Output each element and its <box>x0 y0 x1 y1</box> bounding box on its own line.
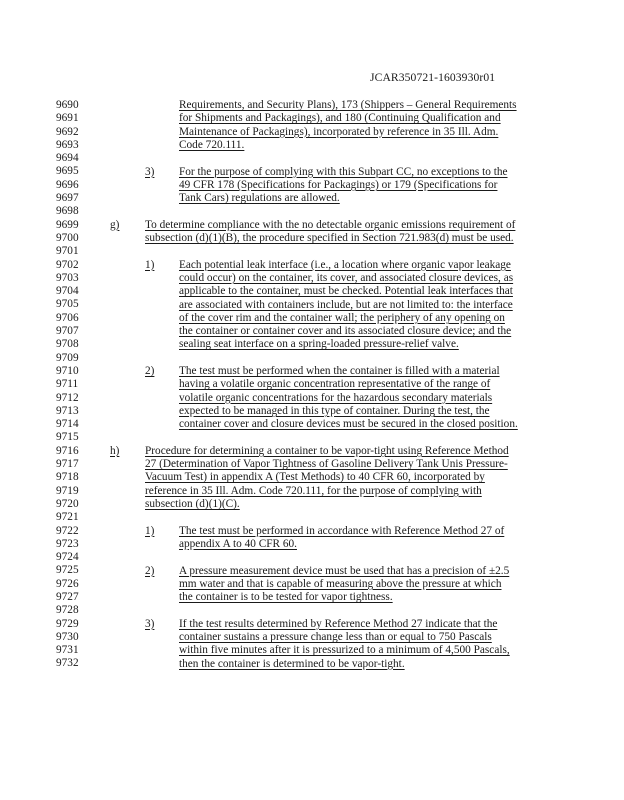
document-id-header: JCAR350721-1603930r01 <box>370 71 496 84</box>
text-line: sealing seat interface on a spring-loaded pressure-relief valve. <box>179 338 459 351</box>
text-line: the container or container cover and its associated closure device; and the <box>179 325 512 338</box>
line-number: 9700 <box>56 231 79 244</box>
line-number-column <box>56 99 116 671</box>
text-line: Each potential leak interface (i.e., a location where organic vapor leakage <box>179 258 511 271</box>
text-line: Maintenance of Packagings), incorporated by reference in 35 Ill. Adm. <box>179 125 499 138</box>
text-line: subsection (d)(1)(B), the procedure specified in Section 721.983(d) must be used. <box>145 232 514 244</box>
text-line: 27 (Determination of Vapor Tightness of Gasoline Delivery Tank Unis Pressure- <box>145 458 508 471</box>
text-line: applicable to the container, must be checked. Potential leak interfaces that <box>179 285 513 298</box>
text-line: container sustains a pressure change less than or equal to 750 Pascals <box>179 631 492 643</box>
text-line: Tank Cars) regulations are allowed. <box>179 192 340 205</box>
line-number: 9706 <box>56 311 79 324</box>
line-number: 9698 <box>56 205 79 218</box>
subsection-label: 2) <box>145 365 155 377</box>
line-number: 9703 <box>56 271 79 284</box>
line-number: 9727 <box>56 590 79 603</box>
text-line: reference in 35 Ill. Adm. Code 720.111, for the purpose of complying with <box>145 484 482 497</box>
line-number: 9716 <box>56 444 79 457</box>
line-number: 9720 <box>56 497 79 510</box>
text-line: Requirements, and Security Plans), 173 (Shippers – General Requirements <box>179 99 517 111</box>
line-number: 9712 <box>56 391 79 404</box>
text-line: If the test results determined by Reference Method 27 indicate that the <box>179 617 498 630</box>
line-number: 9695 <box>56 165 79 178</box>
line-number: 9699 <box>56 218 79 231</box>
text-line: the container is to be tested for vapor tightness. <box>179 591 393 604</box>
line-number: 9718 <box>56 471 79 484</box>
text-line: having a volatile organic concentration representative of the range of <box>179 378 491 391</box>
text-line: Vacuum Test) in appendix A (Test Methods) to 40 CFR 60, incorporated by <box>145 471 485 484</box>
line-number: 9719 <box>56 484 79 497</box>
text-line: of the cover rim and the container wall; the periphery of any opening on <box>179 311 505 324</box>
text-line: To determine compliance with the no detectable organic emissions requirement of <box>145 218 516 231</box>
line-number: 9715 <box>56 431 79 444</box>
line-number: 9713 <box>56 404 79 417</box>
line-number: 9704 <box>56 285 79 298</box>
line-number: 9730 <box>56 630 79 643</box>
line-number: 9708 <box>56 338 79 351</box>
text-line: container cover and closure devices must be secured in the closed position. <box>179 418 518 431</box>
line-number: 9729 <box>56 617 79 630</box>
subsection-label: g) <box>110 218 120 231</box>
subsection-label: 2) <box>145 564 155 577</box>
text-line: appendix A to 40 CFR 60. <box>179 537 297 550</box>
text-line: within five minutes after it is pressurized to a minimum of 4,500 Pascals, <box>179 644 510 657</box>
text-line: then the container is determined to be vapor-tight. <box>179 657 405 670</box>
subsection-label: 1) <box>145 258 155 271</box>
line-number: 9691 <box>56 112 79 125</box>
text-line: could occur) on the container, its cover, and associated closure devices, as <box>179 271 514 284</box>
text-line: subsection (d)(1)(C). <box>145 498 240 510</box>
text-line: mm water and that is capable of measuring above the pressure at which <box>179 577 502 590</box>
line-number: 9728 <box>56 604 79 617</box>
text-line: Procedure for determining a container to be vapor-tight using Reference Method <box>145 444 509 457</box>
line-number: 9694 <box>56 152 79 165</box>
line-number: 9722 <box>56 524 79 537</box>
subsection-label: 3) <box>145 165 155 178</box>
text-line: are associated with containers include, but are not limited to: the interface <box>179 298 513 311</box>
line-number: 9710 <box>56 364 79 377</box>
subsection-label: h) <box>110 444 120 457</box>
line-number: 9707 <box>56 325 79 338</box>
line-number: 9702 <box>56 258 79 271</box>
text-line: for Shipments and Packagings), and 180 (Continuing Qualification and <box>179 112 501 125</box>
text-line: The test must be performed in accordance with Reference Method 27 of <box>179 524 505 537</box>
text-line: For the purpose of complying with this Subpart CC, no exceptions to the <box>179 165 508 178</box>
text-line: Code 720.111. <box>179 138 245 151</box>
subsection-label: 3) <box>145 617 155 630</box>
line-number: 9692 <box>56 125 79 138</box>
line-number: 9723 <box>56 537 79 550</box>
line-number: 9732 <box>56 657 79 670</box>
line-number: 9711 <box>56 378 79 391</box>
text-line: 49 CFR 178 (Specifications for Packagings) or 179 (Specifications for <box>179 178 498 191</box>
line-number: 9701 <box>56 245 79 258</box>
line-number: 9705 <box>56 298 79 311</box>
line-number: 9714 <box>56 418 79 431</box>
line-number: 9724 <box>56 551 79 564</box>
line-number: 9725 <box>56 564 79 577</box>
line-number: 9696 <box>56 178 79 191</box>
line-number: 9693 <box>56 138 79 151</box>
line-number: 9697 <box>56 192 79 205</box>
line-number: 9726 <box>56 577 79 590</box>
text-line: A pressure measurement device must be used that has a precision of ±2.5 <box>179 564 510 577</box>
line-number: 9717 <box>56 458 79 471</box>
subsection-label: 1) <box>145 524 155 537</box>
line-number: 9690 <box>56 99 79 111</box>
text-line: The test must be performed when the container is filled with a material <box>179 365 500 377</box>
line-number: 9731 <box>56 644 79 657</box>
line-number: 9709 <box>56 351 79 364</box>
text-line: expected to be managed in this type of container. During the test, the <box>179 404 490 417</box>
line-number: 9721 <box>56 511 79 524</box>
text-line: volatile organic concentrations for the hazardous secondary materials <box>179 391 493 404</box>
